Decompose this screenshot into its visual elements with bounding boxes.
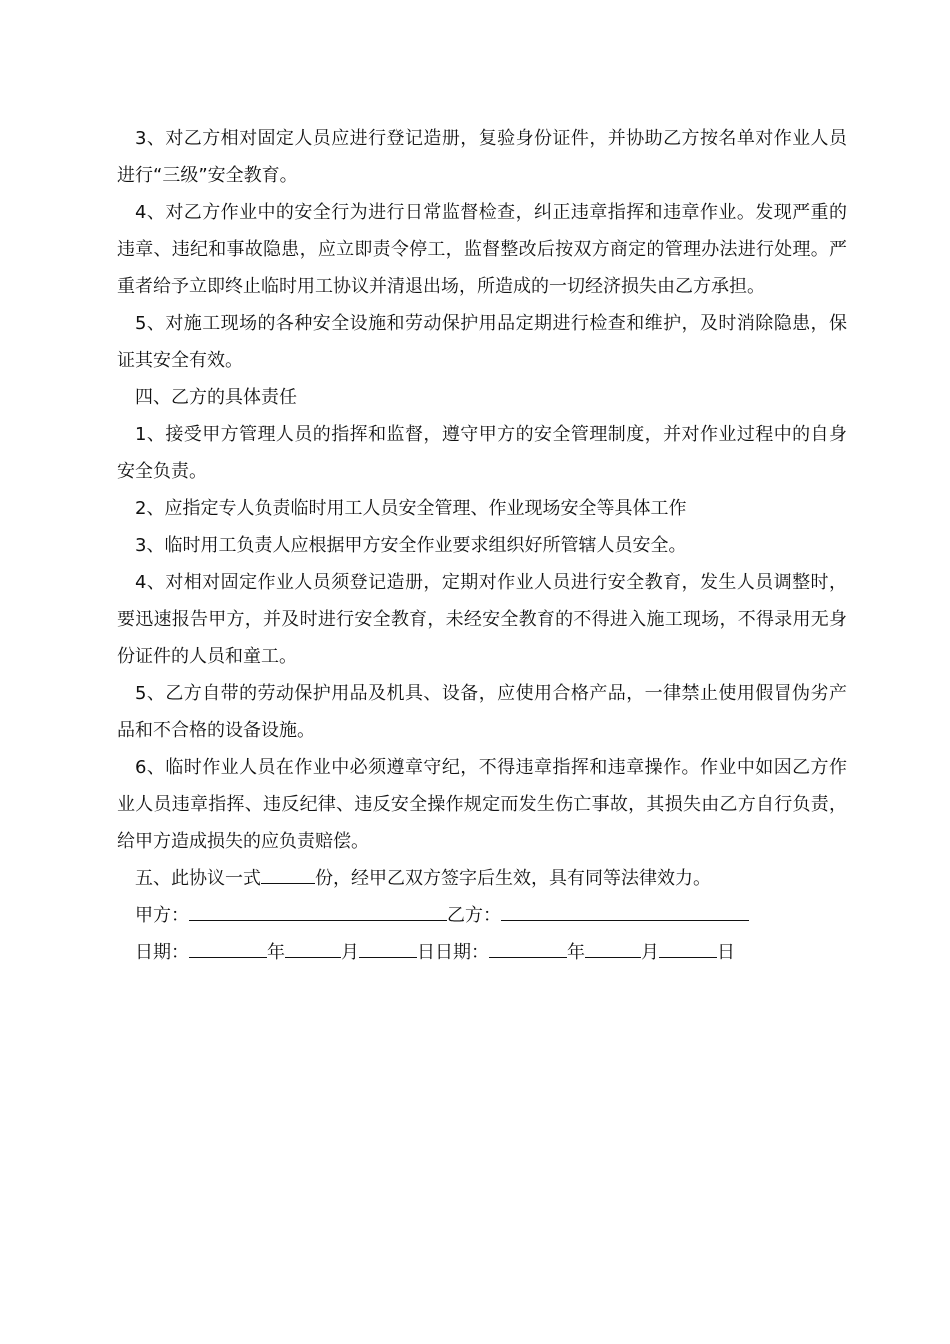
party-b-clause-6: 6、临时作业人员在作业中必须遵章守纪，不得违章指挥和违章操作。作业中如因乙方作业人员违章指挥、违反纪律、违反安全操作规定而发生伤亡事故，其损失由乙方自行负责，给甲方造成损失的应负责赔偿。 [117, 757, 847, 852]
party-b-clause-3: 3、临时用工负责人应根据甲方安全作业要求组织好所管辖人员安全。 [135, 535, 687, 556]
section-5-text-after: 份，经甲乙双方签字后生效，具有同等法律效力。 [315, 868, 711, 889]
section-5-paragraph [117, 860, 847, 897]
party-a-year-label: 年 [267, 942, 285, 963]
party-b-date-label: 日期： [435, 942, 489, 963]
party-b-year-label: 年 [567, 942, 585, 963]
party-a-day-label: 日 [417, 942, 435, 963]
document-page [117, 120, 847, 971]
clause-4-paragraph: 4、对乙方作业中的安全行为进行日常监督检查，纠正违章指挥和违章作业。发现严重的违章、违纪和事故隐患，应立即责令停工，监督整改后按双方商定的管理办法进行处理。严重者给予立即终止临时用工协议并清退出场，所造成的一切经济损失由乙方承担。 [117, 202, 847, 297]
party-b-clause-2: 2、应指定专人负责临时用工人员安全管理、作业现场安全等具体工作 [135, 498, 687, 519]
party-b-clause-1: 1、接受甲方管理人员的指挥和监督，遵守甲方的安全管理制度，并对作业过程中的自身安全负责。 [117, 424, 847, 482]
party-b-month-label: 月 [641, 942, 659, 963]
copies-blank [261, 861, 315, 884]
party-a-year-blank [189, 935, 267, 958]
party-b-label: 乙方： [447, 905, 501, 926]
clause-5-paragraph: 5、对施工现场的各种安全设施和劳动保护用品定期进行检查和维护，及时消除隐患，保证其安全有效。 [117, 313, 847, 371]
party-b-year-blank [489, 935, 567, 958]
section-5-text-before: 五、此协议一式 [135, 868, 261, 889]
party-a-month-label: 月 [341, 942, 359, 963]
party-b-day-blank [659, 935, 717, 958]
party-a-month-blank [285, 935, 341, 958]
party-a-date-label: 日期： [135, 942, 189, 963]
signature-line [117, 897, 847, 934]
party-a-day-blank [359, 935, 417, 958]
clause-3-paragraph: 3、对乙方相对固定人员应进行登记造册，复验身份证件，并协助乙方按名单对作业人员进行“三级”安全教育。 [117, 128, 847, 186]
party-b-clause-4: 4、对相对固定作业人员须登记造册，定期对作业人员进行安全教育，发生人员调整时，要迅速报告甲方，并及时进行安全教育，未经安全教育的不得进入施工现场，不得录用无身份证件的人员和童工。 [117, 572, 847, 667]
party-b-clause-5: 5、乙方自带的劳动保护用品及机具、设备，应使用合格产品，一律禁止使用假冒伪劣产品和不合格的设备设施。 [117, 683, 847, 741]
party-b-day-label: 日 [717, 942, 735, 963]
party-b-signature-blank [501, 898, 749, 921]
party-b-month-blank [585, 935, 641, 958]
party-a-label: 甲方： [135, 905, 189, 926]
party-a-signature-blank [189, 898, 447, 921]
section-heading-party-b: 四、乙方的具体责任 [135, 387, 297, 408]
date-line [117, 934, 847, 971]
